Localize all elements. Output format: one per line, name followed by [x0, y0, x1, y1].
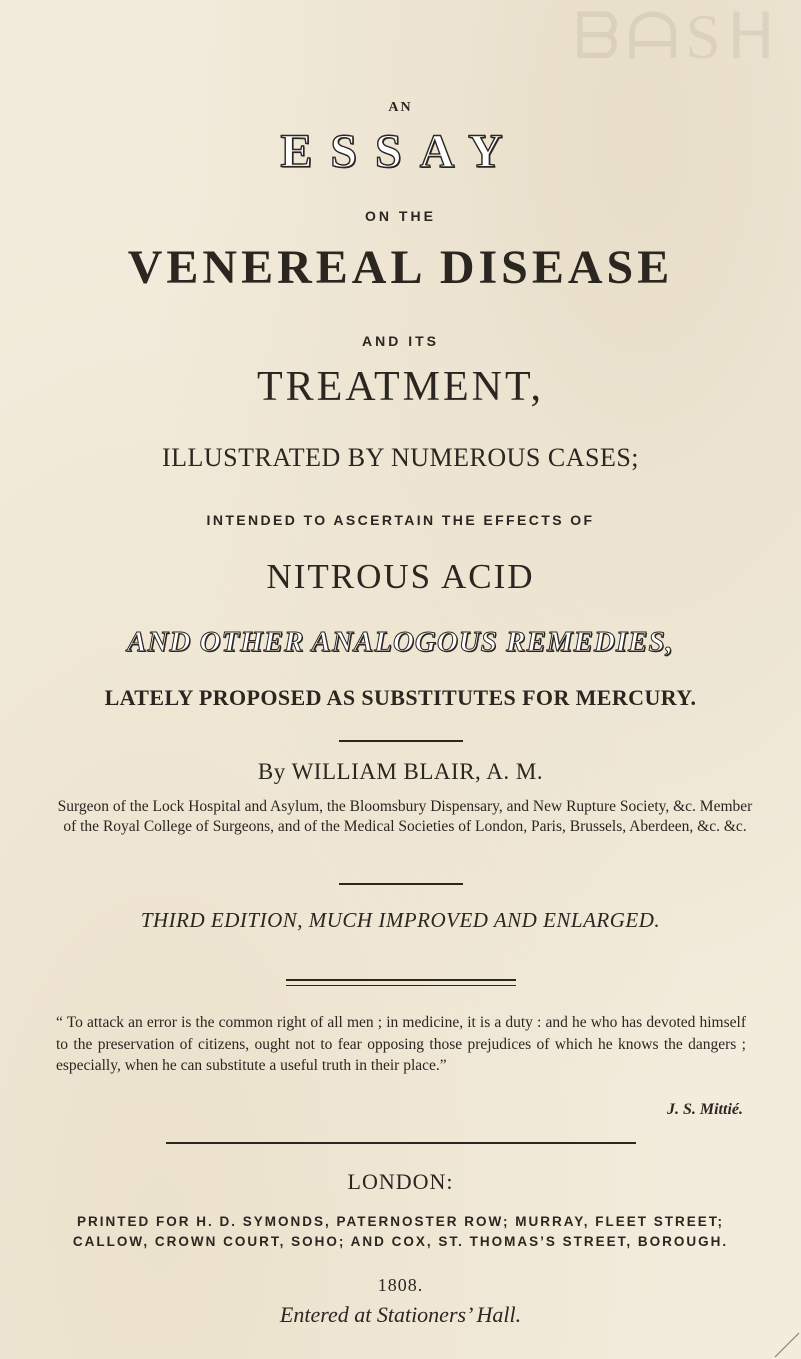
double-rule-top [286, 979, 516, 981]
pencil-mark-icon [771, 1329, 801, 1359]
divider-rule [339, 883, 463, 885]
divider-rule [166, 1142, 636, 1144]
title-essay: ESSAY [280, 125, 521, 178]
title-illustrated: ILLUSTRATED BY NUMEROUS CASES; [161, 443, 640, 472]
title-article: AN [388, 100, 413, 115]
title-and-its: AND ITS [362, 333, 439, 349]
imprint-publishers: PRINTED FOR H. D. SYMONDS, PATERNOSTER ROW; MURRAY, FLEET STREET; CALLOW, CROWN COURT, SOHO; AND COX, ST. THOMAS’S STREET, BOROUGH. [72, 1214, 729, 1249]
title-lately-proposed: LATELY PROPOSED AS SUBSTITUTES FOR MERCURY. [104, 685, 697, 710]
author-byline: By WILLIAM BLAIR, A. M. [257, 759, 544, 784]
title-intended: INTENDED TO ASCERTAIN THE EFFECTS OF [206, 512, 595, 528]
imprint-year: 1808. [377, 1275, 424, 1295]
title-on-the: ON THE [365, 208, 436, 224]
author-credentials: Surgeon of the Lock Hospital and Asylum, the Bloomsbury Dispensary, and New Rupture Society, &c. Member of the Royal College of Surgeons, and of the Medical Societies of London, Paris, Brussels, Aberdeen, &c. &c. [57, 798, 753, 835]
imprint-city: LONDON: [347, 1169, 454, 1194]
double-rule-bottom [286, 985, 516, 986]
title-treatment: TREATMENT, [256, 364, 545, 410]
title-nitrous-acid: NITROUS ACID [266, 557, 535, 596]
epigraph-attribution: J. S. Mittié. [666, 1101, 743, 1118]
imprint-entered: Entered at Stationers’ Hall. [279, 1302, 522, 1327]
title-analogous-remedies: AND OTHER ANALOGOUS REMEDIES, [127, 626, 674, 658]
epigraph-quote: “ To attack an error is the common right of all men ; in medicine, it is a duty : and he who has devoted himself to the preservation of citizens, ought not to fear opposing those prejudices of which he knows the dangers ; especially, when he can substitute a useful truth in their place.” [56, 1014, 746, 1074]
show-through-bleed: ᗷᗩSᕼ [573, 1, 781, 72]
edition-statement: THIRD EDITION, MUCH IMPROVED AND ENLARGED. [140, 908, 661, 932]
divider-rule [339, 740, 463, 742]
title-subject: VENEREAL DISEASE [127, 241, 674, 294]
